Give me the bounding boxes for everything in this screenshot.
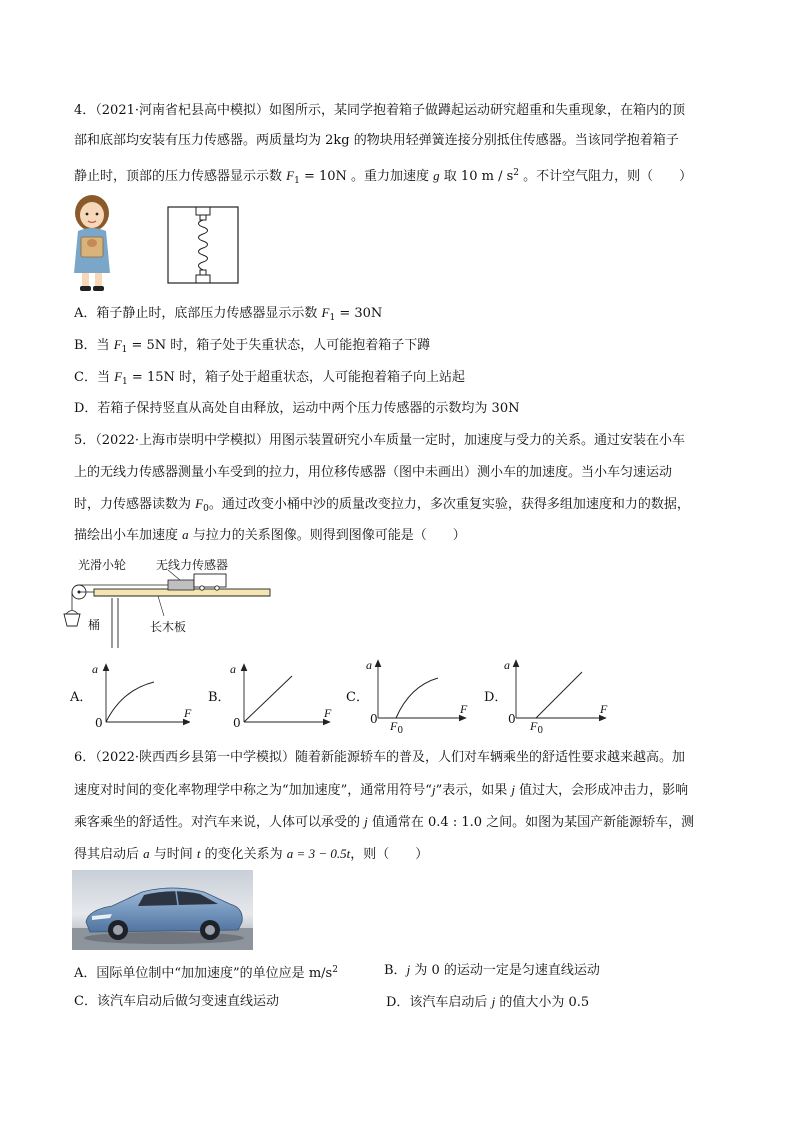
q6-option-c[interactable]: C．该汽车启动后做匀变速直线运动 [74, 994, 279, 1009]
graph-y-axis-label: a [92, 662, 98, 676]
q4-option-b[interactable]: B．当 $F_1 = 5N$ 时，箱子处于失重状态，人可能抱着箱子下蹲 [74, 337, 431, 355]
q6-line-3: 乘客乘坐的舒适性。对汽车来说，人体可以承受的 j 值通常在 0.4 : 1.0 之间。如图为某国产新能源轿车，测 [74, 814, 695, 830]
q5-line-4: 描绘出小车加速度 a 与拉力的关系图像。则得到图像可能是（ ） [74, 527, 466, 543]
graph-option-label: C． [346, 690, 369, 705]
girl-holding-box-illustration [68, 193, 116, 293]
bucket-label: 桶 [88, 618, 101, 632]
graph-option-label: D． [484, 690, 508, 705]
q5-line-2: 上的无线力传感器测量小车受到的拉力，用位移传感器（图中未画出）测小车的加速度。当小车匀速运动 [74, 465, 673, 480]
q4-line-1: 4．（2021·河南省杞县高中模拟）如图所示，某同学抱着箱子做蹲起运动研究超重和失重现象，在箱内的顶 [74, 103, 685, 118]
graph-offset-label: $F_0$ [530, 719, 544, 736]
sensor-label: 无线力传感器 [156, 558, 229, 572]
graph-x-axis-label: F [324, 706, 332, 720]
graph-y-axis-label: a [366, 658, 372, 672]
graph-x-axis-label: F [184, 706, 192, 720]
q6-option-d[interactable]: D．该汽车启动后 j 的值大小为 0.5 [386, 994, 590, 1010]
q4-option-d[interactable]: D．若箱子保持竖直从高处自由释放，运动中两个压力传感器的示数均为 30N [74, 401, 520, 416]
graph-option-label: B． [208, 690, 231, 705]
graph-y-axis-label: a [504, 658, 510, 672]
q4-line-2: 部和底部均安装有压力传感器。两质量均为 2kg 的物块用轻弹簧连接分别抵住传感器。当该同学抱着箱子 [74, 133, 679, 148]
q5-line-3: 时，力传感器读数为 $F_0$。通过改变小桶中沙的质量改变拉力，多次重复实验，获得多组加速度和力的数据， [74, 496, 690, 514]
graph-origin-label: 0 [508, 712, 516, 726]
board-label: 长木板 [150, 620, 187, 634]
graph-x-axis-label: F [600, 702, 608, 716]
q6-option-a[interactable]: A．国际单位制中“加加速度”的单位应是 $m/s^2$ [74, 965, 338, 981]
cart-apparatus-diagram [60, 552, 290, 652]
q4-option-a[interactable]: A．箱子静止时，底部压力传感器显示示数 $F_1 = 30N$ [74, 305, 383, 323]
graph-origin-label: 0 [95, 716, 103, 730]
graph-offset-label: $F_0$ [390, 719, 404, 736]
graph-option-c[interactable] [346, 656, 476, 736]
graph-option-a[interactable] [70, 660, 190, 732]
box-with-spring-diagram [167, 206, 239, 284]
q4-line-3: 静止时，顶部的压力传感器显示示数 $F_1 = 10N$ 。重力加速度 g 取 10 m / $s^2$ 。不计空气阻力，则（ ） [74, 168, 693, 186]
q5-line-1: 5．（2022·上海市崇明中学模拟）用图示装置研究小车质量一定时，加速度与受力的关系。通过安装在小车 [74, 433, 685, 448]
graph-origin-label: 0 [370, 712, 378, 726]
graph-a-axes [70, 660, 190, 732]
q6-line-1: 6．（2022·陕西西乡县第一中学模拟）随着新能源轿车的普及，人们对车辆乘坐的舒适性要求越来越高。加 [74, 750, 685, 765]
graph-origin-label: 0 [233, 716, 241, 730]
q6-line-2: 速度对时间的变化率物理学中称之为“加加速度”，通常用符号“j”表示，如果 j 值过大，会形成冲击力，影响 [74, 782, 689, 798]
pulley-label: 光滑小轮 [78, 558, 127, 572]
graph-b-axes [208, 660, 338, 732]
q4-option-c[interactable]: C．当 $F_1 = 15N$ 时，箱子处于超重状态，人可能抱着箱子向上站起 [74, 369, 465, 387]
q6-option-b[interactable]: B．j 为 0 的运动一定是匀速直线运动 [384, 962, 600, 978]
graph-option-label: A． [70, 690, 93, 705]
graph-y-axis-label: a [230, 662, 236, 676]
q6-line-4: 得其启动后 a 与时间 t 的变化关系为 a = 3 − 0.5t，则（ ） [74, 846, 429, 862]
car-photo [72, 870, 253, 950]
graph-x-axis-label: F [460, 702, 468, 716]
graph-option-b[interactable] [208, 660, 338, 732]
graph-option-d[interactable] [484, 656, 614, 736]
